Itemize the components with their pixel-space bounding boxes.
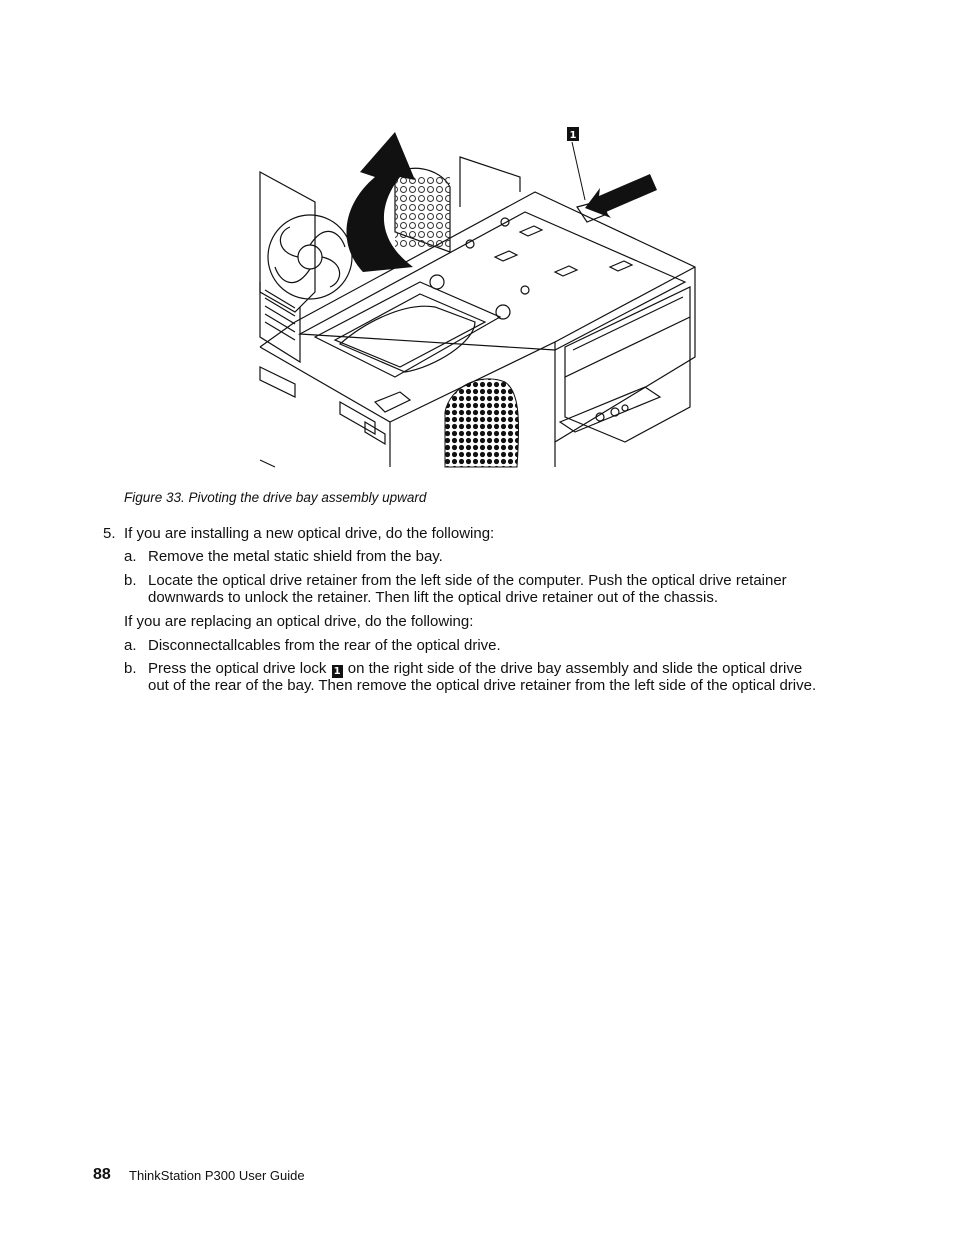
substep-text: [148, 660, 802, 678]
substep-text-before-callout: Press the optical drive lock: [148, 660, 327, 677]
step-text: If you are installing a new optical drive, do the following:: [124, 525, 495, 542]
substep-text-after-callout: on the right side of the drive bay assembly and slide the optical drive: [347, 660, 803, 677]
substep-text: Remove the metal static shield from the bay.: [148, 548, 443, 565]
substep-text: Locate the optical drive retainer from the left side of the computer. Push the optical drive retainer: [148, 572, 787, 589]
substep-text-continued: out of the rear of the bay. Then remove the optical drive retainer from the left side of the optical drive.: [148, 677, 817, 694]
callout-badge: 1: [332, 665, 343, 678]
figure-drive-bay-illustration: [255, 122, 705, 472]
step-number: 5.: [103, 525, 116, 542]
substep-marker: b.: [124, 660, 137, 677]
substep-text: Disconnectallcables from the rear of the optical drive.: [148, 637, 501, 654]
substep-marker: b.: [124, 572, 137, 589]
page-number: 88: [93, 1166, 111, 1183]
substep-marker: a.: [124, 637, 137, 654]
figure-callout-label: 1: [569, 130, 577, 141]
substep-text-continued: downwards to unlock the retainer. Then lift the optical drive retainer out of the chassis.: [148, 589, 719, 606]
footer-title: ThinkStation P300 User Guide: [129, 1168, 305, 1183]
drive-bay-diagram: [255, 122, 705, 472]
substep-marker: a.: [124, 548, 137, 565]
replacing-intro: If you are replacing an optical drive, do the following:: [124, 613, 474, 630]
figure-caption: Figure 33. Pivoting the drive bay assembly upward: [124, 490, 427, 505]
